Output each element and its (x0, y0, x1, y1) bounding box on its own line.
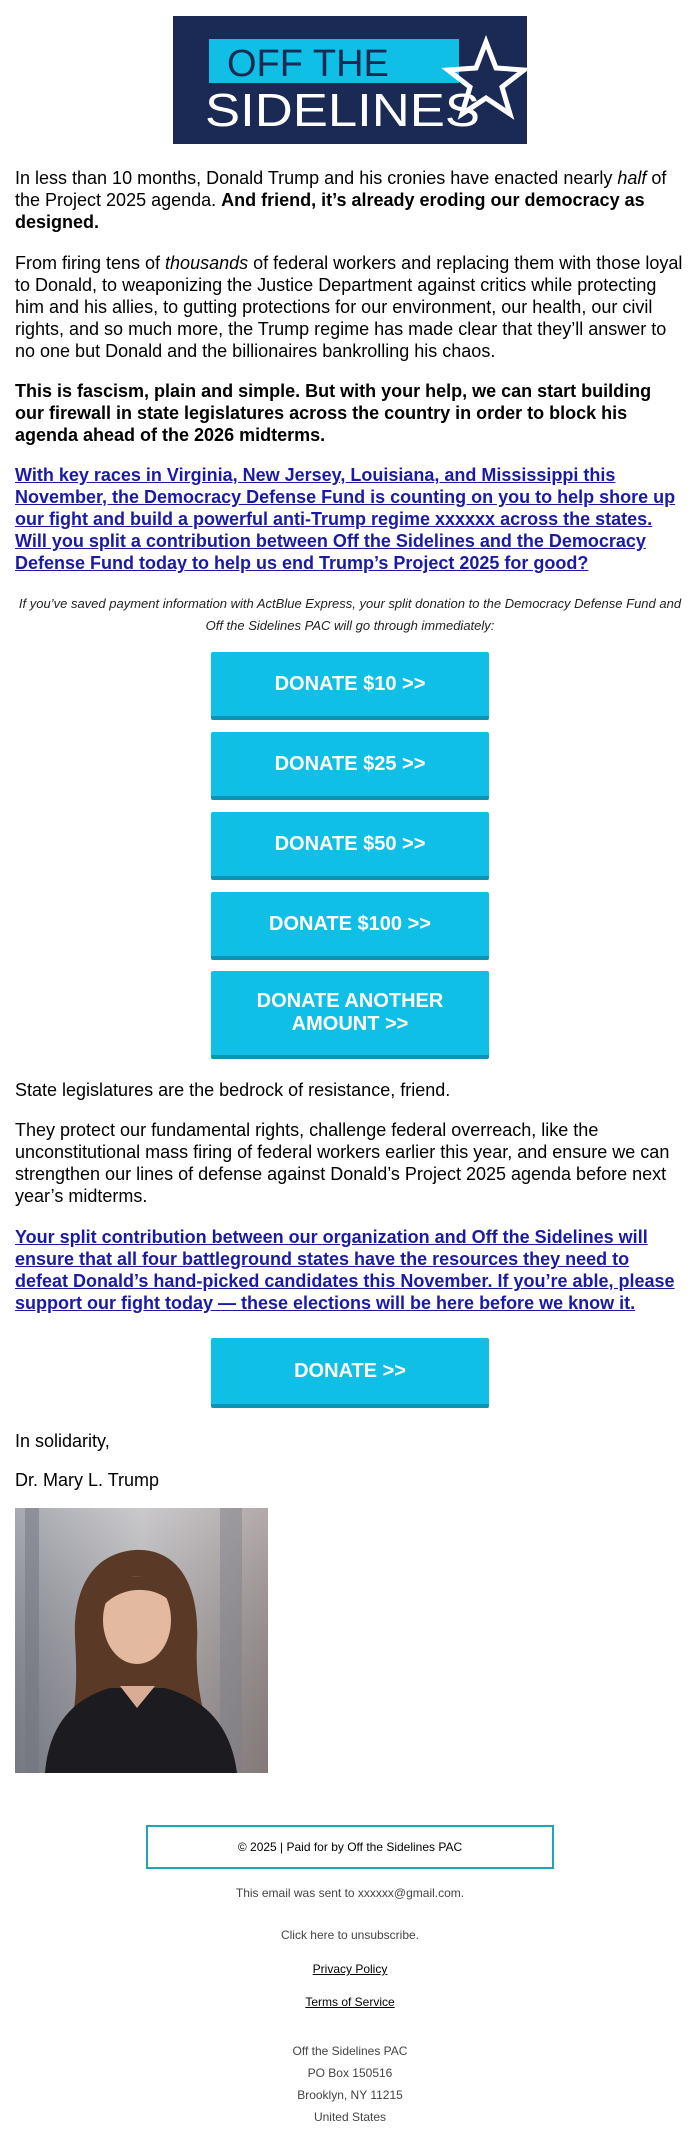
legislatures-paragraph: State legislatures are the bedrock of resistance, friend. (15, 1080, 451, 1100)
paid-for-box: © 2025 | Paid for by Off the Sidelines PAC (146, 1825, 554, 1869)
footer (0, 1825, 700, 2128)
mary-trump-photo (15, 1508, 268, 1773)
sent-to-text: This email was sent to xxxxxx@gmail.com. (235, 1886, 465, 1900)
key-races-paragraph (15, 464, 685, 574)
terms-of-service-link[interactable]: Terms of Service (305, 1995, 395, 2009)
address-line: PO Box 150516 (307, 2066, 393, 2080)
mailing-address (0, 2040, 700, 2128)
donate-10-button[interactable]: DONATE $10 >> (211, 652, 489, 720)
signature-name: Dr. Mary L. Trump (15, 1470, 160, 1490)
firing-paragraph: From firing tens of thousands of federal workers and replacing them with those loyal to Donald, to weaponizing the Justice Department against critics while protecting him and his allies, to gutting protections for our environment, our health, our civil rights, and so much more, the Trump regime has made clear that they’ll answer to no one but Donald and the billionaires bankrolling his chaos. (15, 253, 683, 361)
donate-button-group (15, 652, 685, 1059)
key-races-link[interactable]: With key races in Virginia, New Jersey, Louisiana, and Mississippi this November, the Democracy Defense Fund is counting on you to help shore up our fight and build a powerful anti-Trump regime xxxxxx across the states. Will you split a contribution between Off the Sidelines and the Democracy Defense Fund today to help us end Trump’s Project 2025 for good? (15, 465, 676, 573)
logo-line2: SIDELINES (205, 84, 480, 136)
fascism-paragraph: This is fascism, plain and simple. But with your help, we can start building our firewall in state legislatures across the country in order to block his agenda ahead of the 2026 midterms. (15, 381, 652, 445)
closing: In solidarity, (15, 1431, 110, 1451)
donate-50-button[interactable]: DONATE $50 >> (211, 812, 489, 880)
donate-100-button[interactable]: DONATE $100 >> (211, 892, 489, 960)
off-the-sidelines-logo[interactable] (173, 16, 527, 144)
address-line: Brooklyn, NY 11215 (297, 2088, 403, 2102)
header (0, 0, 700, 144)
donate-25-button[interactable]: DONATE $25 >> (211, 732, 489, 800)
unsubscribe-link[interactable]: Click here to unsubscribe. (280, 1928, 420, 1942)
address-line: United States (313, 2110, 387, 2124)
donate-button[interactable]: DONATE >> (211, 1338, 489, 1408)
intro-paragraph: In less than 10 months, Donald Trump and his cronies have enacted nearly half of the Project 2025 agenda. And friend, it’s already eroding our democracy as designed. (15, 168, 667, 232)
protect-rights-paragraph: They protect our fundamental rights, challenge federal overreach, like the unconstitutional mass firing of federal workers earlier this year, and ensure we can strengthen our lines of defense against Donald’s Project 2025 agenda before next year’s midterms. (15, 1120, 670, 1206)
actblue-note: If you’ve saved payment information with ActBlue Express, your split donation to the Democracy Defense Fund and Off the Sidelines PAC will go through immediately: (18, 596, 682, 633)
email-body (0, 167, 700, 1773)
address-line: Off the Sidelines PAC (292, 2044, 408, 2058)
split-contribution-paragraph (15, 1226, 685, 1314)
donate-another-amount-button[interactable]: DONATE ANOTHER AMOUNT >> (211, 971, 489, 1059)
logo-graphic (173, 16, 527, 144)
split-contribution-link[interactable]: Your split contribution between our organization and Off the Sidelines will ensure that all four battleground states have the resources they need to defeat Donald’s hand-picked candidates this November. If you’re able, please support our fight today — these elections will be here before we know it. (15, 1227, 675, 1313)
logo-line1: OFF THE (227, 43, 389, 85)
privacy-policy-link[interactable]: Privacy Policy (312, 1962, 388, 1976)
